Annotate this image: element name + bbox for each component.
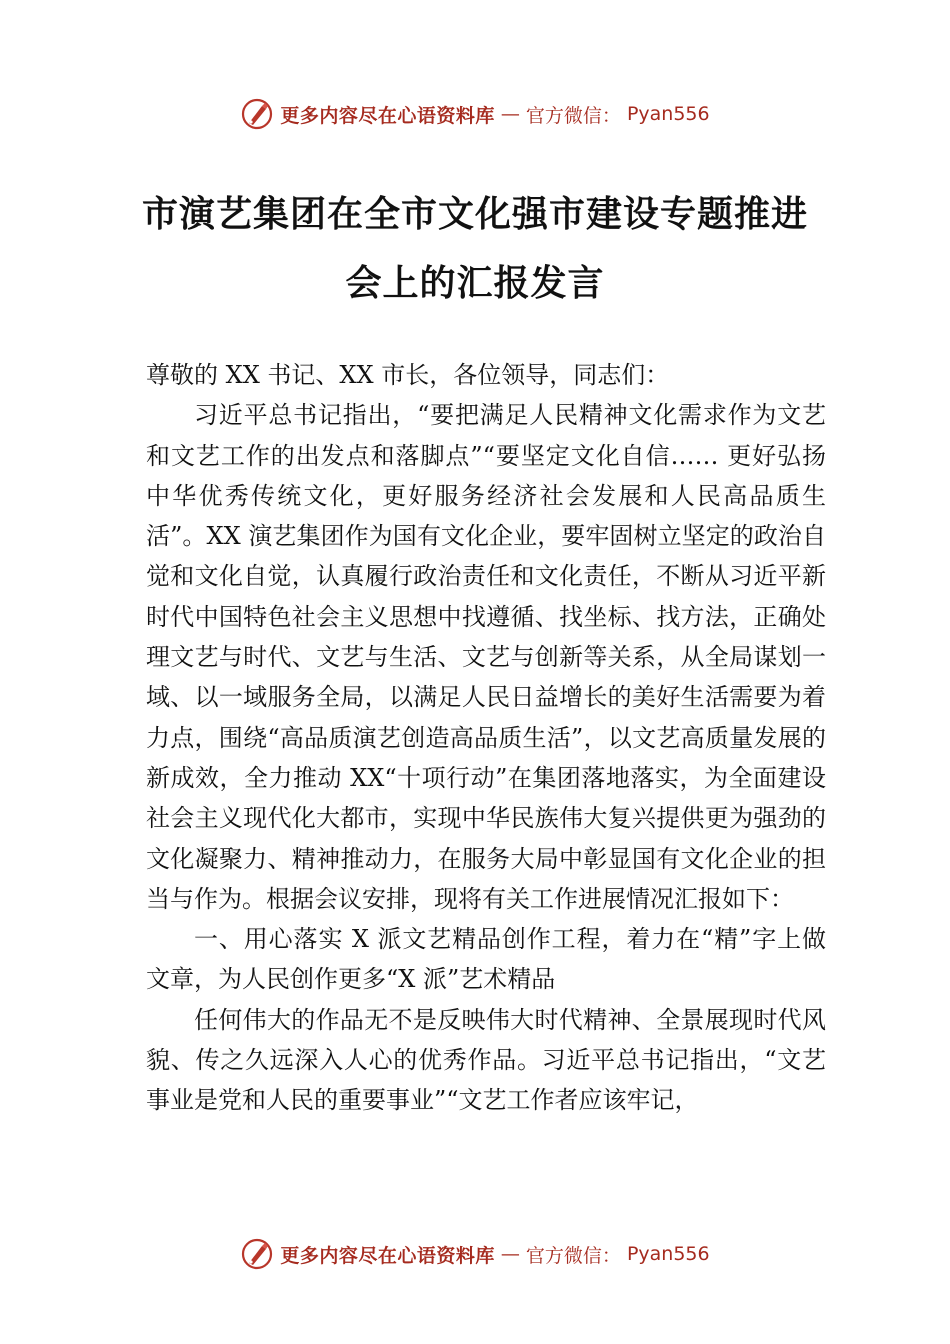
banner-wechat-id: Pyan556	[626, 1243, 710, 1265]
paragraph-section-1: 任何伟大的作品无不是反映伟大时代精神、全景展现时代风貌、传之久远深入人心的优秀作品。习近平总书记指出，“文艺事业是党和人民的重要事业”“文艺工作者应该牢记，	[146, 1005, 826, 1115]
banner-label: 官方微信：	[525, 1244, 621, 1267]
banner-separator: —	[500, 103, 520, 125]
document-body	[146, 355, 826, 1121]
pen-nib-logo-icon	[240, 1237, 274, 1271]
salutation: 尊敬的 XX 书记、XX 市长，各位领导，同志们：	[146, 361, 670, 389]
document-title-line-2: 会上的汇报发言	[345, 262, 605, 304]
pen-nib-logo-icon	[240, 97, 274, 131]
section-heading-1: 一、用心落实 X 派文艺精品创作工程，着力在“精”字上做文章，为人民创作更多“X 派”艺术精品	[146, 925, 826, 994]
banner-separator: —	[500, 1243, 520, 1265]
paragraph-intro: 习近平总书记指出，“要把满足人民精神文化需求作为文艺和文艺工作的出发点和落脚点”“要坚定文化自信…… 更好弘扬中华优秀传统文化，更好服务经济社会发展和人民高品质生活”。XX 演艺集团作为国有文化企业，要牢固树立坚定的政治自觉和文化自觉，认真履行政治责任和文化责任，不断从习近平新时代中国特色社会主义思想中找遵循、找坐标、找方法，正确处理文艺与时代、文艺与生活、文艺与创新等关系，从全局谋划一域、以一域服务全局，以满足人民日益增长的美好生活需要为着力点，围绕“高品质演艺创造高品质生活”，以文艺高质量发展的新成效，全力推动 XX“十项行动”在集团落地落实，为全面建设社会主义现代化大都市，实现中华民族伟大复兴提供更为强劲的文化凝聚力、精神推动力，在服务大局中彰显国有文化企业的担当与作为。根据会议安排，现将有关工作进展情况汇报如下：	[146, 401, 826, 913]
header-banner	[0, 94, 950, 134]
banner-wechat-id: Pyan556	[626, 103, 710, 125]
banner-main-text: 更多内容尽在心语资料库	[280, 104, 495, 127]
banner-label: 官方微信：	[525, 104, 621, 127]
document-title-line-1: 市演艺集团在全市文化强市建设专题推进	[141, 193, 808, 235]
banner-main-text: 更多内容尽在心语资料库	[280, 1244, 495, 1267]
footer-banner	[0, 1234, 950, 1274]
